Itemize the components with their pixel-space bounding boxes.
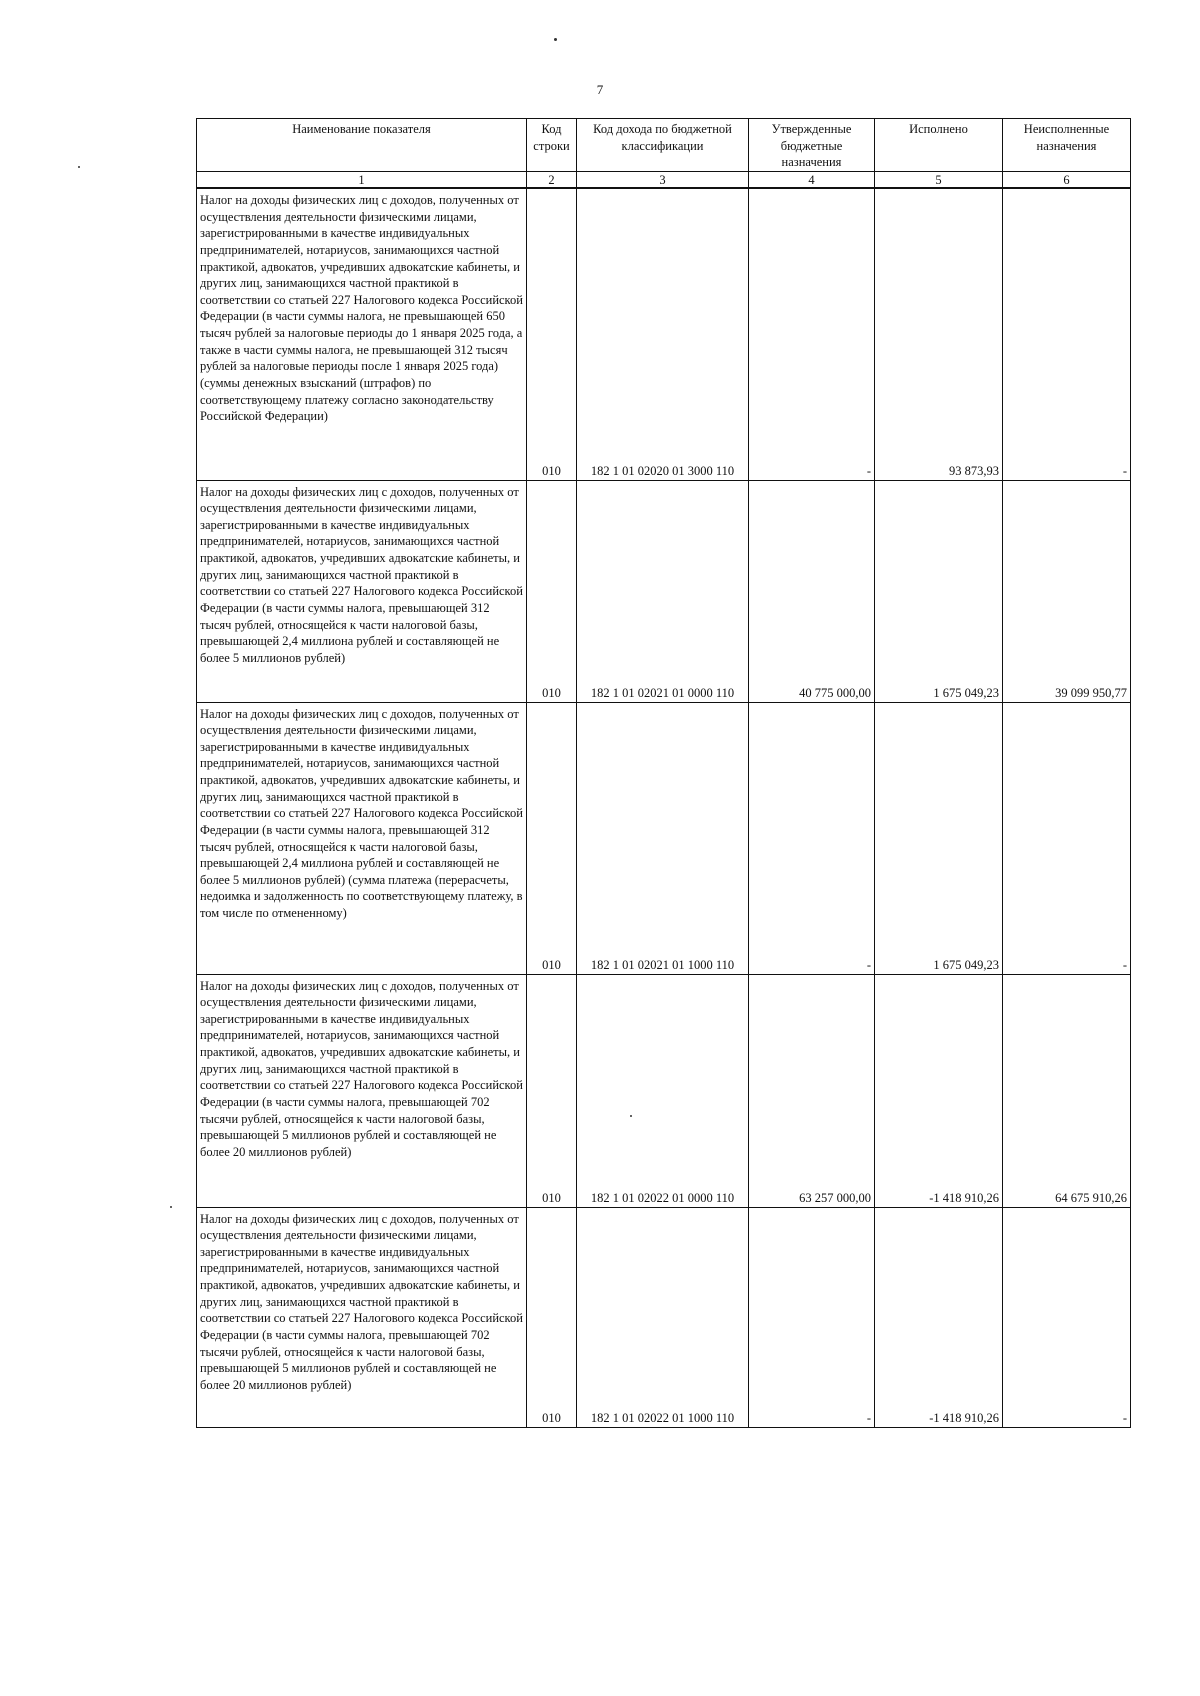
budget-code: 182 1 01 02022 01 1000 110 [577,1207,749,1427]
header-approved: Утвержденные бюджетные назначения [749,119,875,172]
column-number-row [197,172,1131,189]
column-number: 3 [577,172,749,189]
scan-speck [554,38,557,41]
column-number: 1 [197,172,527,189]
table-row [197,1207,1131,1427]
table-row [197,702,1131,974]
budget-code: 182 1 01 02022 01 0000 110 [577,974,749,1207]
indicator-name: Налог на доходы физических лиц с доходов, полученных от осуществления деятельности физическими лицами, зарегистрированными в качестве индивидуальных предпринимателей, нотариусов, занимающихся частной практикой, адвокатов, учредивших адвокатские кабинеты, и других лиц, занимающихся частной практикой в соответствии со статьей 227 Налогового кодекса Российской Федерации (в части суммы налога, не превышающей 650 тысяч рублей за налоговые периоды до 1 января 2025 года, а также в части суммы налога, не превышающей 312 тысяч рублей за налоговые периоды после 1 января 2025 года) (суммы денежных взысканий (штрафов) по соответствующему платежу согласно законодательству Российской Федерации) [197,188,527,480]
indicator-name: Налог на доходы физических лиц с доходов, полученных от осуществления деятельности физическими лицами, зарегистрированными в качестве индивидуальных предпринимателей, нотариусов, занимающихся частной практикой, адвокатов, учредивших адвокатские кабинеты, и других лиц, занимающихся частной практикой в соответствии со статьей 227 Налогового кодекса Российской Федерации (в части суммы налога, превышающей 312 тысяч рублей, относящейся к части налоговой базы, превышающей 2,4 миллиона рублей и составляющей не более 5 миллионов рублей) [197,480,527,702]
header-executed: Исполнено [875,119,1003,172]
unexecuted-amount: - [1003,188,1131,480]
header-unexecuted: Неисполненные назначения [1003,119,1131,172]
budget-code: 182 1 01 02020 01 3000 110 [577,188,749,480]
approved-amount: 40 775 000,00 [749,480,875,702]
approved-amount: - [749,1207,875,1427]
header-row [197,119,1131,172]
line-code: 010 [527,974,577,1207]
budget-code: 182 1 01 02021 01 1000 110 [577,702,749,974]
executed-amount: -1 418 910,26 [875,1207,1003,1427]
line-code: 010 [527,188,577,480]
budget-code: 182 1 01 02021 01 0000 110 [577,480,749,702]
executed-amount: -1 418 910,26 [875,974,1003,1207]
executed-amount: 93 873,93 [875,188,1003,480]
line-code: 010 [527,702,577,974]
unexecuted-amount: - [1003,1207,1131,1427]
unexecuted-amount: - [1003,702,1131,974]
executed-amount: 1 675 049,23 [875,702,1003,974]
header-budget-code: Код дохода по бюджетной классификации [577,119,749,172]
column-number: 5 [875,172,1003,189]
table-row [197,974,1131,1207]
approved-amount: - [749,702,875,974]
line-code: 010 [527,1207,577,1427]
scan-speck [78,166,80,168]
scan-speck [170,1206,172,1208]
table-row [197,188,1131,480]
approved-amount: 63 257 000,00 [749,974,875,1207]
table-row [197,480,1131,702]
page-number: 7 [596,82,604,97]
header-line-code: Код строки [527,119,577,172]
indicator-name: Налог на доходы физических лиц с доходов, полученных от осуществления деятельности физическими лицами, зарегистрированными в качестве индивидуальных предпринимателей, нотариусов, занимающихся частной практикой, адвокатов, учредивших адвокатские кабинеты, и других лиц, занимающихся частной практикой в соответствии со статьей 227 Налогового кодекса Российской Федерации (в части суммы налога, превышающей 702 тысячи рублей, относящейся к части налоговой базы, превышающей 5 миллионов рублей и составляющей не более 20 миллионов рублей) [197,1207,527,1427]
line-code: 010 [527,480,577,702]
column-number: 4 [749,172,875,189]
approved-amount: - [749,188,875,480]
header-indicator-name: Наименование показателя [197,119,527,172]
indicator-name: Налог на доходы физических лиц с доходов, полученных от осуществления деятельности физическими лицами, зарегистрированными в качестве индивидуальных предпринимателей, нотариусов, занимающихся частной практикой, адвокатов, учредивших адвокатские кабинеты, и других лиц, занимающихся частной практикой в соответствии со статьей 227 Налогового кодекса Российской Федерации (в части суммы налога, превышающей 312 тысяч рублей, относящейся к части налоговой базы, превышающей 2,4 миллиона рублей и составляющей не более 5 миллионов рублей) (сумма платежа (перерасчеты, недоимка и задолженность по соответствующему платежу, в том числе по отмененному) [197,702,527,974]
column-number: 6 [1003,172,1131,189]
unexecuted-amount: 39 099 950,77 [1003,480,1131,702]
indicator-name: Налог на доходы физических лиц с доходов, полученных от осуществления деятельности физическими лицами, зарегистрированными в качестве индивидуальных предпринимателей, нотариусов, занимающихся частной практикой, адвокатов, учредивших адвокатские кабинеты, и других лиц, занимающихся частной практикой в соответствии со статьей 227 Налогового кодекса Российской Федерации (в части суммы налога, превышающей 702 тысячи рублей, относящейся к части налоговой базы, превышающей 5 миллионов рублей и составляющей не более 20 миллионов рублей) [197,974,527,1207]
revenue-report-table [196,118,1131,1428]
executed-amount: 1 675 049,23 [875,480,1003,702]
unexecuted-amount: 64 675 910,26 [1003,974,1131,1207]
column-number: 2 [527,172,577,189]
